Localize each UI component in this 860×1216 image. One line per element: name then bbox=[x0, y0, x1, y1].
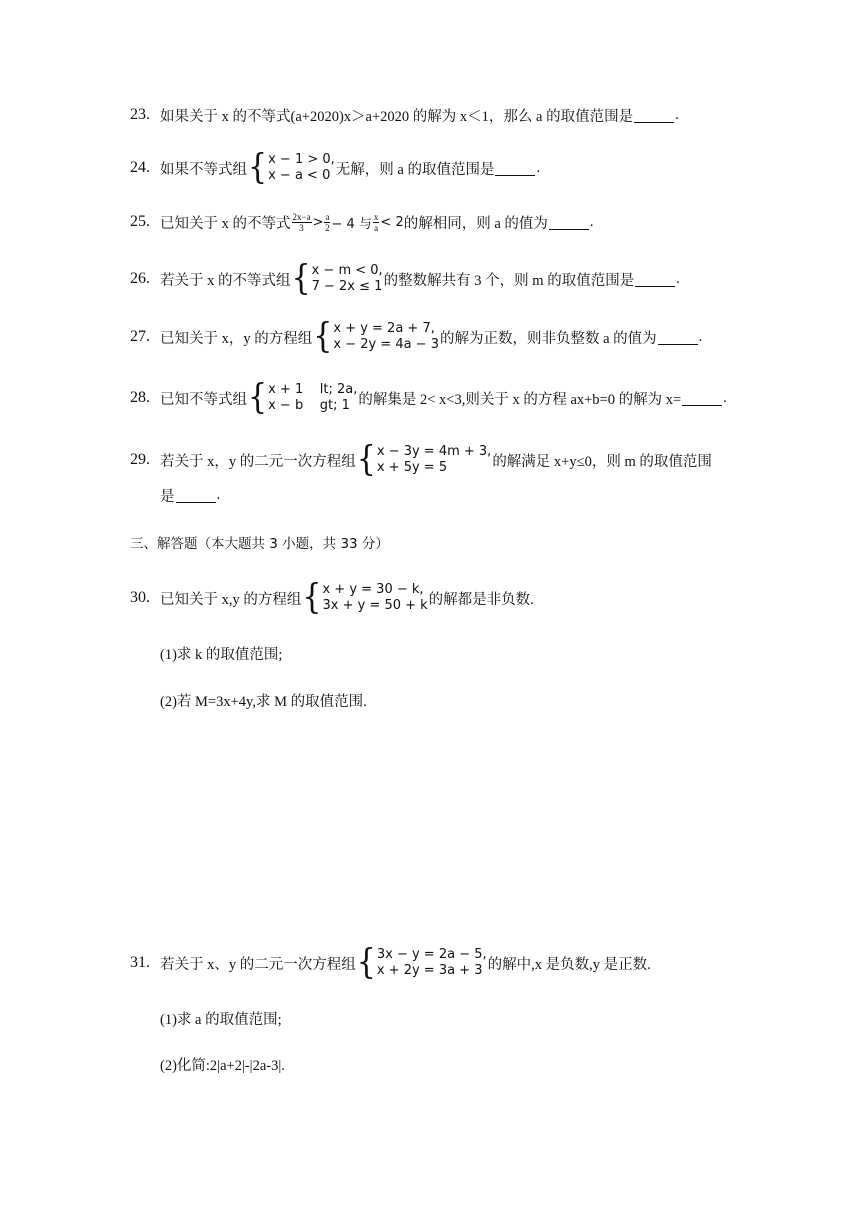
system-row-1: x − m < 0, bbox=[311, 263, 383, 278]
left-brace: { bbox=[302, 577, 322, 618]
fraction-denominator: 3 bbox=[299, 222, 304, 233]
question-number: 31. bbox=[130, 954, 150, 971]
answer-blank[interactable] bbox=[634, 108, 674, 123]
fraction-denominator: a bbox=[374, 222, 379, 233]
question-31 bbox=[0, 943, 860, 983]
question-text-post: 的解集是 2< x<3,则关于 x 的方程 ax+b=0 的解为 x= bbox=[358, 391, 682, 408]
question-number: 23. bbox=[130, 106, 150, 123]
question-26 bbox=[0, 259, 860, 299]
fraction-numerator: 2x−a bbox=[292, 211, 311, 222]
math-op: − 4 与 bbox=[331, 216, 372, 232]
question-number: 26. bbox=[130, 270, 150, 287]
question-text-pre: 已知关于 x 的不等式 bbox=[160, 215, 291, 232]
question-29 bbox=[0, 440, 860, 480]
question-end: . bbox=[723, 389, 727, 406]
question-text-pre: 若关于 x、y 的二元一次方程组 bbox=[160, 956, 356, 973]
left-brace: { bbox=[356, 439, 376, 480]
question-30-part-2: (2)若 M=3x+4y,求 M 的取值范围. bbox=[160, 694, 367, 710]
equation-system bbox=[356, 942, 487, 983]
system-rows bbox=[322, 582, 427, 614]
system-rows bbox=[312, 263, 383, 295]
inequality-system bbox=[248, 147, 335, 188]
left-brace: { bbox=[313, 316, 333, 357]
question-end: . bbox=[589, 213, 594, 230]
question-end: . bbox=[698, 328, 703, 345]
question-text-pre: 若关于 x，y 的二元一次方程组 bbox=[160, 453, 356, 470]
inequality-system bbox=[248, 377, 358, 418]
system-row-1: x − 1 > 0, bbox=[268, 152, 335, 167]
question-25 bbox=[0, 202, 860, 242]
question-text-post: 无解，则 a 的取值范围是 bbox=[335, 161, 495, 178]
system-row-2: x − b gt; 1 bbox=[268, 398, 350, 413]
question-end: . bbox=[675, 106, 679, 123]
question-text-post: 的解都是非负数. bbox=[428, 591, 534, 608]
question-28 bbox=[0, 378, 860, 418]
question-31-part-2: (2)化简:2|a+2|-|2a-3|. bbox=[160, 1058, 285, 1074]
question-30-part-1: (1)求 k 的取值范围; bbox=[160, 647, 283, 663]
answer-blank[interactable] bbox=[635, 272, 675, 287]
question-body bbox=[160, 105, 679, 126]
system-row-2: x − 2y = 4a − 3 bbox=[333, 337, 439, 352]
system-row-2: 7 − 2x ≤ 1 bbox=[311, 279, 383, 294]
question-text-post: 的解满足 x+y≤0，则 m 的取值范围 bbox=[492, 453, 712, 470]
question-text-post: 的解中,x 是负数,y 是正数. bbox=[487, 956, 651, 973]
equation-system bbox=[313, 316, 439, 357]
question-text-post: 的整数解共有 3 个，则 m 的取值范围是 bbox=[383, 272, 635, 289]
question-text-pre: 已知关于 x,y 的方程组 bbox=[160, 591, 302, 608]
question-body bbox=[160, 212, 594, 233]
left-brace: { bbox=[248, 377, 268, 418]
math-op: > bbox=[312, 214, 324, 230]
answer-blank[interactable] bbox=[682, 391, 722, 406]
question-text-pre: 如果不等式组 bbox=[160, 161, 247, 178]
question-number: 27. bbox=[130, 328, 150, 345]
system-row-2: x + 2y = 3a + 3 bbox=[376, 963, 483, 978]
system-rows bbox=[377, 947, 487, 979]
system-rows bbox=[333, 321, 439, 353]
question-body bbox=[160, 258, 680, 299]
system-row-1: x − 3y = 4m + 3, bbox=[376, 444, 492, 459]
section-heading: 三、解答题（本大题共 3 小题，共 33 分） bbox=[130, 536, 389, 552]
fraction-3 bbox=[373, 212, 380, 233]
fraction-2 bbox=[324, 212, 330, 233]
fraction-numerator: a bbox=[325, 211, 330, 222]
left-brace: { bbox=[291, 258, 311, 299]
system-rows bbox=[377, 444, 491, 476]
answer-blank[interactable] bbox=[549, 215, 589, 230]
question-number: 29. bbox=[130, 451, 150, 468]
question-30 bbox=[0, 578, 860, 618]
system-row-2: x − a < 0 bbox=[268, 168, 331, 183]
question-body bbox=[160, 577, 534, 618]
question-text-post: 的解为正数，则非负整数 a 的值为 bbox=[439, 330, 657, 347]
question-number: 24. bbox=[130, 159, 150, 176]
system-rows bbox=[268, 152, 335, 184]
question-text-post: 的解相同，则 a 的值为 bbox=[403, 215, 548, 232]
question-end: . bbox=[536, 159, 541, 176]
question-29-line-2 bbox=[0, 475, 860, 515]
question-text-pre: 若关于 x 的不等式组 bbox=[160, 272, 291, 289]
left-brace: { bbox=[248, 147, 268, 188]
fraction-denominator: 2 bbox=[325, 222, 330, 233]
question-body bbox=[160, 147, 541, 188]
question-number: 25. bbox=[130, 213, 150, 230]
equation-system bbox=[302, 577, 428, 618]
question-body bbox=[160, 942, 651, 983]
system-row-1: x + 1 lt; 2a, bbox=[268, 382, 358, 397]
answer-blank[interactable] bbox=[495, 161, 535, 176]
equation-system bbox=[356, 439, 492, 480]
fraction-numerator: x bbox=[373, 211, 379, 222]
question-27 bbox=[0, 317, 860, 357]
question-end: . bbox=[216, 486, 221, 503]
inequality-system bbox=[291, 258, 383, 299]
system-rows bbox=[268, 382, 357, 414]
system-row-1: 3x − y = 2a − 5, bbox=[376, 947, 487, 962]
answer-blank[interactable] bbox=[176, 488, 216, 503]
question-end: . bbox=[676, 270, 680, 287]
question-24 bbox=[0, 148, 860, 188]
left-brace: { bbox=[356, 942, 376, 983]
question-31-part-1: (1)求 a 的取值范围; bbox=[160, 1012, 282, 1028]
question-body bbox=[160, 316, 703, 357]
question-number: 30. bbox=[130, 589, 150, 606]
fraction-1 bbox=[292, 212, 312, 233]
system-row-2: x + 5y = 5 bbox=[376, 460, 448, 475]
question-text-pre: 已知关于 x，y 的方程组 bbox=[160, 330, 313, 347]
question-body bbox=[160, 439, 712, 480]
question-body bbox=[160, 377, 727, 418]
system-row-2: 3x + y = 50 + k bbox=[322, 598, 428, 613]
answer-blank[interactable] bbox=[658, 330, 698, 345]
question-text: 如果关于 x 的不等式(a+2020)x＞a+2020 的解为 x＜1，那么 a 的取值范围是 bbox=[160, 108, 634, 125]
question-23 bbox=[0, 95, 860, 135]
question-body bbox=[160, 485, 220, 506]
system-row-1: x + y = 2a + 7, bbox=[333, 321, 435, 336]
math-op: < 2 bbox=[380, 214, 404, 230]
question-text-cont: 是 bbox=[160, 488, 175, 505]
question-number: 28. bbox=[130, 389, 150, 406]
system-row-1: x + y = 30 − k, bbox=[322, 582, 424, 597]
question-text-pre: 已知不等式组 bbox=[160, 391, 247, 408]
